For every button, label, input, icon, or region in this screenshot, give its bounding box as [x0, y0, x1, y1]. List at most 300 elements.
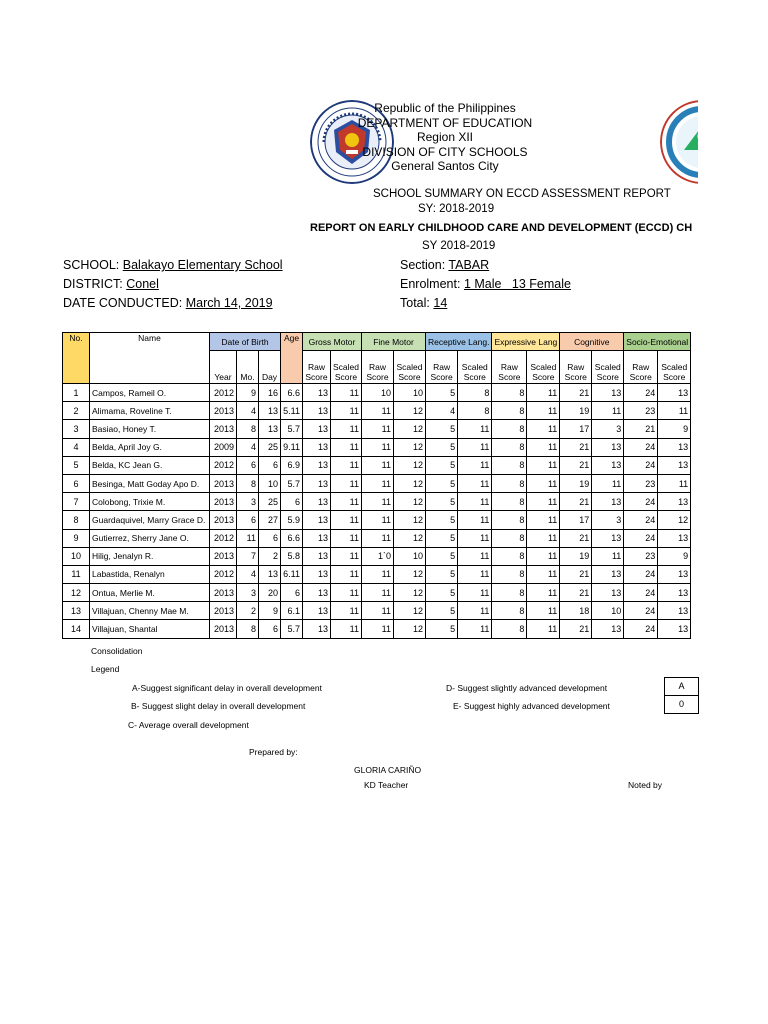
cell-age: 5.9: [281, 511, 303, 529]
cell-socio-emotional-scaled: 11: [658, 402, 691, 420]
enrolment-info: [400, 277, 571, 291]
cell-cognitive-raw: 21: [560, 620, 592, 638]
section-label: Section:: [400, 258, 446, 272]
header-age: Age: [281, 333, 303, 384]
cell-expressive-scaled: 11: [527, 511, 560, 529]
cell-cognitive-raw: 21: [560, 384, 592, 402]
cell-expressive-scaled: 11: [527, 620, 560, 638]
cell-cognitive-scaled: 11: [592, 402, 624, 420]
cell-receptive-scaled: 11: [458, 511, 492, 529]
cell-socio-emotional-scaled: 13: [658, 456, 691, 474]
cell-fine-motor-scaled: 12: [394, 584, 426, 602]
cell-age: 9.11: [281, 438, 303, 456]
cell-birth-month: 3: [237, 493, 259, 511]
cell-cognitive-scaled: 3: [592, 511, 624, 529]
cell-expressive-raw: 8: [492, 565, 527, 583]
header-raw-score: Raw Score: [426, 351, 458, 384]
cell-birth-year: 2013: [210, 511, 237, 529]
cell-age: 6.9: [281, 456, 303, 474]
cell-age: 6.1: [281, 602, 303, 620]
assessment-table: [62, 332, 691, 639]
cell-expressive-raw: 8: [492, 620, 527, 638]
cell-cognitive-scaled: 13: [592, 456, 624, 474]
cell-birth-year: 2013: [210, 420, 237, 438]
cell-receptive-scaled: 11: [458, 529, 492, 547]
cell-gross-motor-raw: 13: [303, 384, 331, 402]
cell-receptive-scaled: 11: [458, 493, 492, 511]
cell-gross-motor-scaled: 11: [331, 474, 362, 492]
report-title: REPORT ON EARLY CHILDHOOD CARE AND DEVELOPMENT (ECCD) CH: [310, 222, 693, 234]
cell-birth-month: 8: [237, 474, 259, 492]
cell-gross-motor-raw: 13: [303, 420, 331, 438]
cell-expressive-scaled: 11: [527, 438, 560, 456]
cell-birth-month: 9: [237, 384, 259, 402]
table-row: [63, 565, 691, 583]
cell-socio-emotional-scaled: 9: [658, 420, 691, 438]
cell-cognitive-scaled: 11: [592, 547, 624, 565]
header-raw-score: Raw Score: [362, 351, 394, 384]
cell-socio-emotional-raw: 24: [624, 565, 658, 583]
cell-expressive-raw: 8: [492, 584, 527, 602]
cell-fine-motor-raw: 11: [362, 602, 394, 620]
school-year-2: SY 2018-2019: [422, 240, 496, 252]
cell-student-name: Alimama, Roveline T.: [90, 402, 210, 420]
cell-row-number: 1: [63, 384, 90, 402]
cell-cognitive-scaled: 11: [592, 474, 624, 492]
header-scaled-score: Scaled Score: [458, 351, 492, 384]
cell-birth-year: 2012: [210, 529, 237, 547]
cell-expressive-raw: 8: [492, 474, 527, 492]
cell-cognitive-raw: 19: [560, 402, 592, 420]
cell-receptive-scaled: 11: [458, 420, 492, 438]
cell-expressive-scaled: 11: [527, 529, 560, 547]
cell-receptive-raw: 5: [426, 565, 458, 583]
cell-age: 5.8: [281, 547, 303, 565]
cell-student-name: Villajuan, Chenny Mae M.: [90, 602, 210, 620]
cell-fine-motor-scaled: 12: [394, 456, 426, 474]
cell-fine-motor-scaled: 10: [394, 384, 426, 402]
cell-age: 5.11: [281, 402, 303, 420]
cell-socio-emotional-raw: 24: [624, 384, 658, 402]
cell-socio-emotional-raw: 24: [624, 602, 658, 620]
cell-student-name: Besinga, Matt Goday Apo D.: [90, 474, 210, 492]
cell-receptive-raw: 5: [426, 493, 458, 511]
cell-gross-motor-raw: 13: [303, 602, 331, 620]
table-row: [63, 456, 691, 474]
cell-gross-motor-scaled: 11: [331, 511, 362, 529]
header-socio-emotional: Socio-Emotional: [624, 333, 691, 351]
cell-receptive-scaled: 11: [458, 438, 492, 456]
table-row: [63, 529, 691, 547]
cell-gross-motor-scaled: 11: [331, 547, 362, 565]
cell-birth-year: 2012: [210, 384, 237, 402]
cell-birth-year: 2013: [210, 474, 237, 492]
legend-c: C- Average overall development: [128, 720, 249, 730]
cell-birth-day: 13: [259, 402, 281, 420]
header-scaled-score: Scaled Score: [592, 351, 624, 384]
cell-age: 6: [281, 584, 303, 602]
cell-cognitive-scaled: 13: [592, 438, 624, 456]
letterhead-line: Region XII: [416, 130, 474, 144]
cell-row-number: 5: [63, 456, 90, 474]
cell-birth-day: 6: [259, 529, 281, 547]
cell-fine-motor-raw: 11: [362, 565, 394, 583]
cell-student-name: Colobong, Trixie M.: [90, 493, 210, 511]
cell-cognitive-raw: 21: [560, 456, 592, 474]
header-scaled-score: Scaled Score: [394, 351, 426, 384]
cell-gross-motor-raw: 13: [303, 456, 331, 474]
district-info: [63, 277, 159, 291]
cell-row-number: 7: [63, 493, 90, 511]
cell-fine-motor-raw: 11: [362, 402, 394, 420]
cell-birth-day: 2: [259, 547, 281, 565]
cell-receptive-raw: 5: [426, 529, 458, 547]
teacher-name: GLORIA CARIÑO: [354, 765, 422, 775]
summary-title: SCHOOL SUMMARY ON ECCD ASSESSMENT REPORT: [373, 188, 671, 200]
header-month: Mo.: [237, 351, 259, 384]
cell-fine-motor-scaled: 12: [394, 420, 426, 438]
cell-receptive-raw: 5: [426, 438, 458, 456]
cell-receptive-raw: 5: [426, 474, 458, 492]
table-row: [63, 584, 691, 602]
cell-fine-motor-raw: 11: [362, 511, 394, 529]
total-label: Total:: [400, 296, 430, 310]
cell-socio-emotional-raw: 24: [624, 511, 658, 529]
cell-gross-motor-scaled: 11: [331, 602, 362, 620]
cell-birth-month: 4: [237, 565, 259, 583]
cell-age: 6.6: [281, 529, 303, 547]
header-cognitive: Cognitive: [560, 333, 624, 351]
cell-cognitive-raw: 21: [560, 438, 592, 456]
date-info: [63, 296, 273, 310]
cell-birth-day: 25: [259, 493, 281, 511]
cell-socio-emotional-raw: 24: [624, 456, 658, 474]
cell-student-name: Hilig, Jenalyn R.: [90, 547, 210, 565]
header-raw-score: Raw Score: [560, 351, 592, 384]
consolidation-box-b: 0: [664, 696, 699, 714]
cell-birth-day: 13: [259, 420, 281, 438]
cell-receptive-scaled: 11: [458, 602, 492, 620]
cell-cognitive-raw: 21: [560, 529, 592, 547]
cell-gross-motor-scaled: 11: [331, 384, 362, 402]
cell-socio-emotional-scaled: 13: [658, 602, 691, 620]
table-row: [63, 474, 691, 492]
cell-birth-month: 8: [237, 620, 259, 638]
cell-cognitive-raw: 21: [560, 565, 592, 583]
cell-fine-motor-raw: 11: [362, 529, 394, 547]
cell-expressive-raw: 8: [492, 384, 527, 402]
teacher-title: KD Teacher: [364, 780, 409, 790]
cell-receptive-raw: 5: [426, 584, 458, 602]
table-row: [63, 438, 691, 456]
consolidation-box-a: A: [664, 677, 699, 696]
table-row: [63, 602, 691, 620]
cell-fine-motor-scaled: 12: [394, 511, 426, 529]
cell-expressive-scaled: 11: [527, 474, 560, 492]
cell-student-name: Basiao, Honey T.: [90, 420, 210, 438]
cell-socio-emotional-scaled: 13: [658, 620, 691, 638]
cell-age: 6: [281, 493, 303, 511]
header-no: No.: [63, 333, 90, 384]
cell-socio-emotional-raw: 23: [624, 402, 658, 420]
cell-row-number: 13: [63, 602, 90, 620]
legend-e: E- Suggest highly advanced development: [453, 701, 610, 711]
cell-cognitive-scaled: 10: [592, 602, 624, 620]
cell-cognitive-raw: 17: [560, 420, 592, 438]
cell-expressive-scaled: 11: [527, 565, 560, 583]
letterhead-line: Republic of the Philippines: [374, 101, 516, 115]
cell-socio-emotional-raw: 24: [624, 620, 658, 638]
cell-birth-year: 2013: [210, 584, 237, 602]
cell-socio-emotional-scaled: 13: [658, 529, 691, 547]
cell-cognitive-scaled: 13: [592, 584, 624, 602]
cell-socio-emotional-scaled: 13: [658, 565, 691, 583]
legend-a: A-Suggest significant delay in overall development: [132, 683, 322, 693]
district-label: DISTRICT:: [63, 277, 123, 291]
legend-b: B- Suggest slight delay in overall development: [131, 701, 306, 711]
cell-gross-motor-scaled: 11: [331, 565, 362, 583]
cell-socio-emotional-scaled: 13: [658, 384, 691, 402]
cell-expressive-scaled: 11: [527, 402, 560, 420]
cell-gross-motor-raw: 13: [303, 511, 331, 529]
cell-birth-day: 25: [259, 438, 281, 456]
cell-birth-month: 11: [237, 529, 259, 547]
cell-expressive-scaled: 11: [527, 584, 560, 602]
cell-cognitive-raw: 21: [560, 493, 592, 511]
total-info: [400, 296, 447, 310]
cell-receptive-scaled: 8: [458, 402, 492, 420]
cell-birth-year: 2013: [210, 620, 237, 638]
cell-gross-motor-raw: 13: [303, 547, 331, 565]
cell-gross-motor-scaled: 11: [331, 438, 362, 456]
header-scaled-score: Scaled Score: [658, 351, 691, 384]
cell-age: 5.7: [281, 474, 303, 492]
cell-birth-year: 2013: [210, 547, 237, 565]
cell-expressive-raw: 8: [492, 511, 527, 529]
cell-fine-motor-raw: 11: [362, 620, 394, 638]
cell-socio-emotional-raw: 24: [624, 438, 658, 456]
cell-expressive-raw: 8: [492, 547, 527, 565]
cell-socio-emotional-scaled: 13: [658, 584, 691, 602]
cell-expressive-scaled: 11: [527, 420, 560, 438]
cell-receptive-scaled: 8: [458, 384, 492, 402]
cell-fine-motor-scaled: 12: [394, 529, 426, 547]
cell-expressive-raw: 8: [492, 456, 527, 474]
cell-birth-day: 27: [259, 511, 281, 529]
cell-expressive-raw: 8: [492, 529, 527, 547]
cell-gross-motor-scaled: 11: [331, 420, 362, 438]
header-row-1: [63, 333, 691, 351]
cell-birth-year: 2013: [210, 602, 237, 620]
header-day: Day: [259, 351, 281, 384]
cell-birth-day: 16: [259, 384, 281, 402]
cell-age: 5.7: [281, 620, 303, 638]
header-raw-score: Raw Score: [624, 351, 658, 384]
cell-receptive-scaled: 11: [458, 584, 492, 602]
cell-socio-emotional-raw: 23: [624, 547, 658, 565]
cell-student-name: Guardaquivel, Marry Grace D.: [90, 511, 210, 529]
header-fine-motor: Fine Motor: [362, 333, 426, 351]
cell-birth-day: 10: [259, 474, 281, 492]
cell-receptive-scaled: 11: [458, 474, 492, 492]
cell-birth-year: 2013: [210, 402, 237, 420]
cell-cognitive-scaled: 13: [592, 493, 624, 511]
cell-gross-motor-scaled: 11: [331, 529, 362, 547]
cell-birth-day: 6: [259, 620, 281, 638]
cell-fine-motor-raw: 11: [362, 474, 394, 492]
cell-gross-motor-raw: 13: [303, 474, 331, 492]
header-expressive-lang: Expressive Lang: [492, 333, 560, 351]
cell-fine-motor-scaled: 12: [394, 402, 426, 420]
cell-socio-emotional-raw: 24: [624, 529, 658, 547]
cell-row-number: 14: [63, 620, 90, 638]
cell-cognitive-raw: 21: [560, 584, 592, 602]
cell-expressive-raw: 8: [492, 402, 527, 420]
cell-birth-year: 2009: [210, 438, 237, 456]
cell-socio-emotional-raw: 24: [624, 584, 658, 602]
noted-by-label: Noted by: [628, 780, 663, 790]
cell-socio-emotional-scaled: 13: [658, 438, 691, 456]
cell-student-name: Belda, April Joy G.: [90, 438, 210, 456]
table-row: [63, 420, 691, 438]
cell-receptive-scaled: 11: [458, 456, 492, 474]
cell-row-number: 8: [63, 511, 90, 529]
legend-d: D- Suggest slightly advanced development: [446, 683, 608, 693]
header-scaled-score: Scaled Score: [331, 351, 362, 384]
cell-fine-motor-scaled: 12: [394, 565, 426, 583]
section-value: TABAR: [448, 258, 490, 272]
cell-fine-motor-raw: 10: [362, 384, 394, 402]
cell-socio-emotional-scaled: 13: [658, 493, 691, 511]
cell-birth-month: 2: [237, 602, 259, 620]
cell-expressive-scaled: 11: [527, 602, 560, 620]
legend-label: Legend: [91, 664, 120, 674]
cell-gross-motor-raw: 13: [303, 402, 331, 420]
cell-fine-motor-raw: 11: [362, 493, 394, 511]
cell-receptive-raw: 5: [426, 420, 458, 438]
cell-receptive-scaled: 11: [458, 547, 492, 565]
cell-fine-motor-raw: 1`0: [362, 547, 394, 565]
cell-gross-motor-raw: 13: [303, 493, 331, 511]
cell-fine-motor-scaled: 10: [394, 547, 426, 565]
cell-fine-motor-scaled: 12: [394, 438, 426, 456]
cell-receptive-raw: 5: [426, 602, 458, 620]
cell-cognitive-raw: 19: [560, 547, 592, 565]
header-scaled-score: Scaled Score: [527, 351, 560, 384]
cell-gross-motor-raw: 13: [303, 529, 331, 547]
prepared-by-label: Prepared by:: [249, 747, 298, 757]
cell-birth-month: 7: [237, 547, 259, 565]
cell-birth-month: 4: [237, 438, 259, 456]
cell-row-number: 11: [63, 565, 90, 583]
header-receptive-lang: Receptive Lang.: [426, 333, 492, 351]
cell-gross-motor-raw: 13: [303, 565, 331, 583]
cell-cognitive-scaled: 13: [592, 565, 624, 583]
school-label: SCHOOL:: [63, 258, 120, 272]
cell-expressive-raw: 8: [492, 438, 527, 456]
section-info: [400, 258, 489, 272]
cell-expressive-scaled: 11: [527, 456, 560, 474]
cell-gross-motor-raw: 13: [303, 620, 331, 638]
cell-birth-year: 2012: [210, 565, 237, 583]
cell-row-number: 12: [63, 584, 90, 602]
cell-student-name: Campos, Rameil O.: [90, 384, 210, 402]
school-value: Balakayo Elementary School: [122, 258, 283, 272]
cell-birth-day: 13: [259, 565, 281, 583]
enrolment-label: Enrolment:: [400, 277, 461, 291]
cell-receptive-raw: 5: [426, 511, 458, 529]
header-name: Name: [90, 333, 210, 384]
letterhead-line: DIVISION OF CITY SCHOOLS: [362, 144, 528, 159]
cell-cognitive-raw: 17: [560, 511, 592, 529]
cell-expressive-scaled: 11: [527, 493, 560, 511]
table-row: [63, 547, 691, 565]
table-row: [63, 384, 691, 402]
table-row: [63, 620, 691, 638]
cell-student-name: Villajuan, Shantal: [90, 620, 210, 638]
cell-socio-emotional-raw: 21: [624, 420, 658, 438]
enrolment-value: 1 Male 13 Female: [463, 277, 571, 291]
cell-age: 6.6: [281, 384, 303, 402]
cell-receptive-scaled: 11: [458, 620, 492, 638]
cell-receptive-raw: 5: [426, 384, 458, 402]
cell-receptive-scaled: 11: [458, 565, 492, 583]
cell-age: 6.11: [281, 565, 303, 583]
page-crop-edge: [698, 0, 768, 1024]
cell-fine-motor-scaled: 12: [394, 493, 426, 511]
date-value: March 14, 2019: [185, 296, 273, 310]
cell-socio-emotional-raw: 23: [624, 474, 658, 492]
cell-cognitive-scaled: 13: [592, 620, 624, 638]
table-row: [63, 402, 691, 420]
cell-socio-emotional-raw: 24: [624, 493, 658, 511]
cell-birth-year: 2012: [210, 456, 237, 474]
cell-fine-motor-raw: 11: [362, 584, 394, 602]
cell-socio-emotional-scaled: 11: [658, 474, 691, 492]
cell-receptive-raw: 5: [426, 456, 458, 474]
school-info: [63, 258, 283, 272]
cell-fine-motor-raw: 11: [362, 420, 394, 438]
cell-gross-motor-raw: 13: [303, 584, 331, 602]
consolidation-label: Consolidation: [91, 646, 143, 656]
cell-cognitive-scaled: 3: [592, 420, 624, 438]
letterhead: [340, 101, 550, 174]
cell-row-number: 10: [63, 547, 90, 565]
cell-expressive-raw: 8: [492, 420, 527, 438]
cell-row-number: 2: [63, 402, 90, 420]
cell-student-name: Labastida, Renalyn: [90, 565, 210, 583]
cell-cognitive-raw: 18: [560, 602, 592, 620]
header-year: Year: [210, 351, 237, 384]
cell-birth-day: 6: [259, 456, 281, 474]
cell-row-number: 9: [63, 529, 90, 547]
cell-row-number: 3: [63, 420, 90, 438]
cell-cognitive-scaled: 13: [592, 384, 624, 402]
cell-fine-motor-raw: 11: [362, 456, 394, 474]
cell-expressive-raw: 8: [492, 602, 527, 620]
cell-fine-motor-raw: 11: [362, 438, 394, 456]
cell-receptive-raw: 4: [426, 402, 458, 420]
cell-receptive-raw: 5: [426, 620, 458, 638]
header-raw-score: Raw Score: [303, 351, 331, 384]
cell-socio-emotional-scaled: 9: [658, 547, 691, 565]
school-year-1: SY: 2018-2019: [418, 203, 495, 215]
header-raw-score: Raw Score: [492, 351, 527, 384]
total-value: 14: [433, 296, 448, 310]
cell-cognitive-scaled: 13: [592, 529, 624, 547]
cell-fine-motor-scaled: 12: [394, 602, 426, 620]
header-gross-motor: Gross Motor: [303, 333, 362, 351]
